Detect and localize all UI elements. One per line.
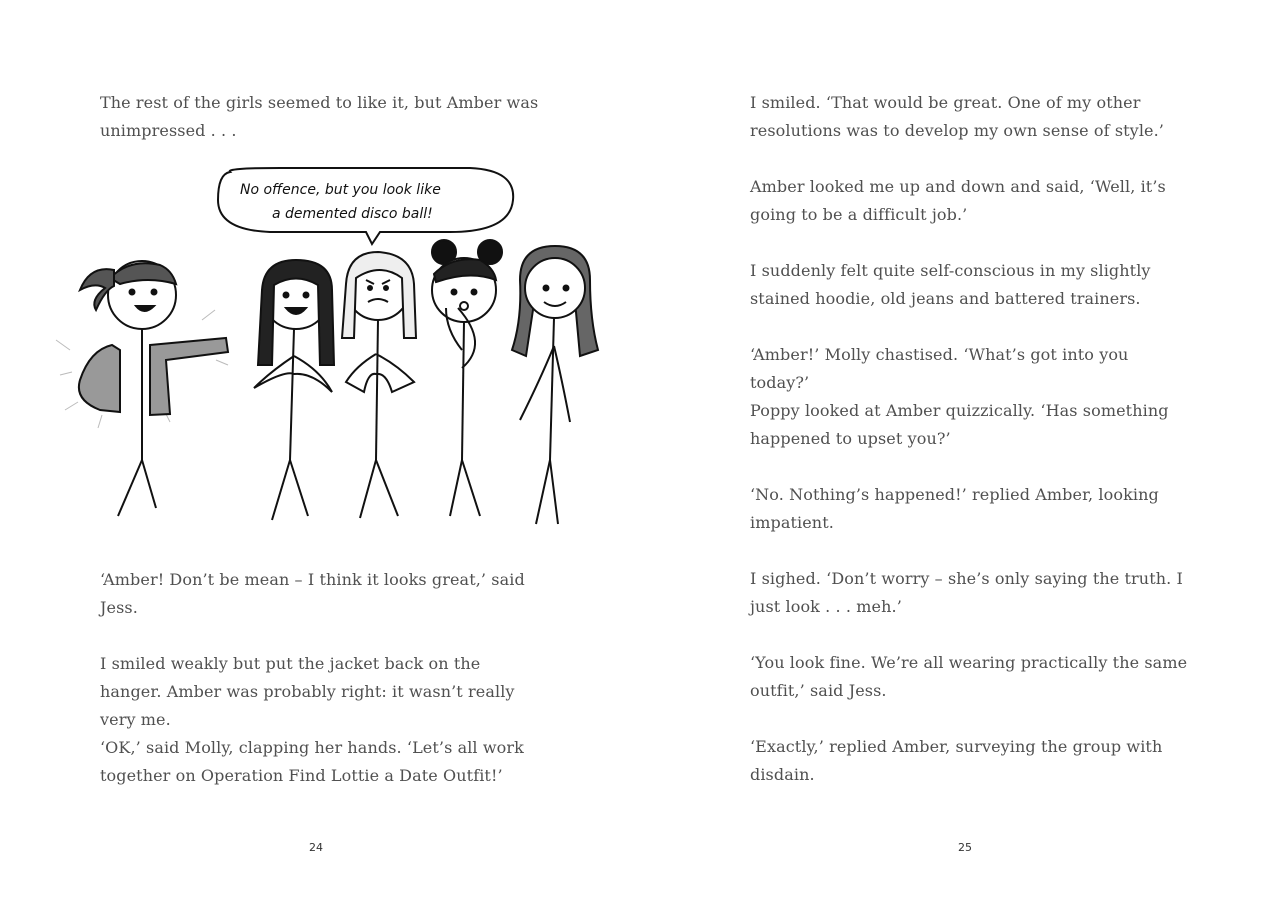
figure-molly — [254, 260, 334, 520]
paragraph: The rest of the girls seemed to like it, but Amber was unimpressed . . . — [100, 93, 539, 140]
paragraph: ‘OK,’ said Molly, clapping her hands. ‘Let’s all work together on Operation Find Lottie a Date Outfit!’ — [100, 738, 524, 785]
paragraph: ‘Amber! Don’t be mean – I think it looks great,’ said Jess. — [100, 570, 525, 617]
paragraph: ‘Exactly,’ replied Amber, surveying the group with disdain. — [750, 737, 1163, 784]
paragraph: ‘You look fine. We’re all wearing practically the same outfit,’ said Jess. — [750, 653, 1188, 700]
paragraph: I smiled. ‘That would be great. One of my other resolutions was to develop my own sense of style.’ — [750, 93, 1164, 140]
paragraph: Amber looked me up and down and said, ‘Well, it’s going to be a difficult job.’ — [750, 177, 1166, 224]
figure-poppy — [432, 240, 502, 516]
figure-jess — [512, 246, 598, 524]
page-number: 24 — [309, 841, 323, 854]
paragraph: I smiled weakly but put the jacket back on the hanger. Amber was probably right: it wasn’t really very me. — [100, 654, 515, 729]
paragraph: ‘Amber!’ Molly chastised. ‘What’s got into you today?’ — [750, 345, 1129, 392]
paragraph: ‘No. Nothing’s happened!’ replied Amber, looking impatient. — [750, 485, 1159, 532]
stick-figure-illustration — [50, 160, 610, 540]
speech-line-1: No offence, but you look like — [240, 182, 441, 198]
speech-line-2: a demented disco ball! — [272, 206, 433, 222]
paragraph: I suddenly felt quite self-conscious in my slightly stained hoodie, old jeans and battered trainers. — [750, 261, 1151, 308]
figure-lottie — [56, 261, 228, 516]
figure-amber — [342, 252, 416, 518]
right-page — [640, 0, 1280, 904]
page-number: 25 — [958, 841, 972, 854]
paragraph: I sighed. ‘Don’t worry – she’s only saying the truth. I just look . . . meh.’ — [750, 569, 1183, 616]
paragraph: Poppy looked at Amber quizzically. ‘Has something happened to upset you?’ — [750, 401, 1169, 448]
